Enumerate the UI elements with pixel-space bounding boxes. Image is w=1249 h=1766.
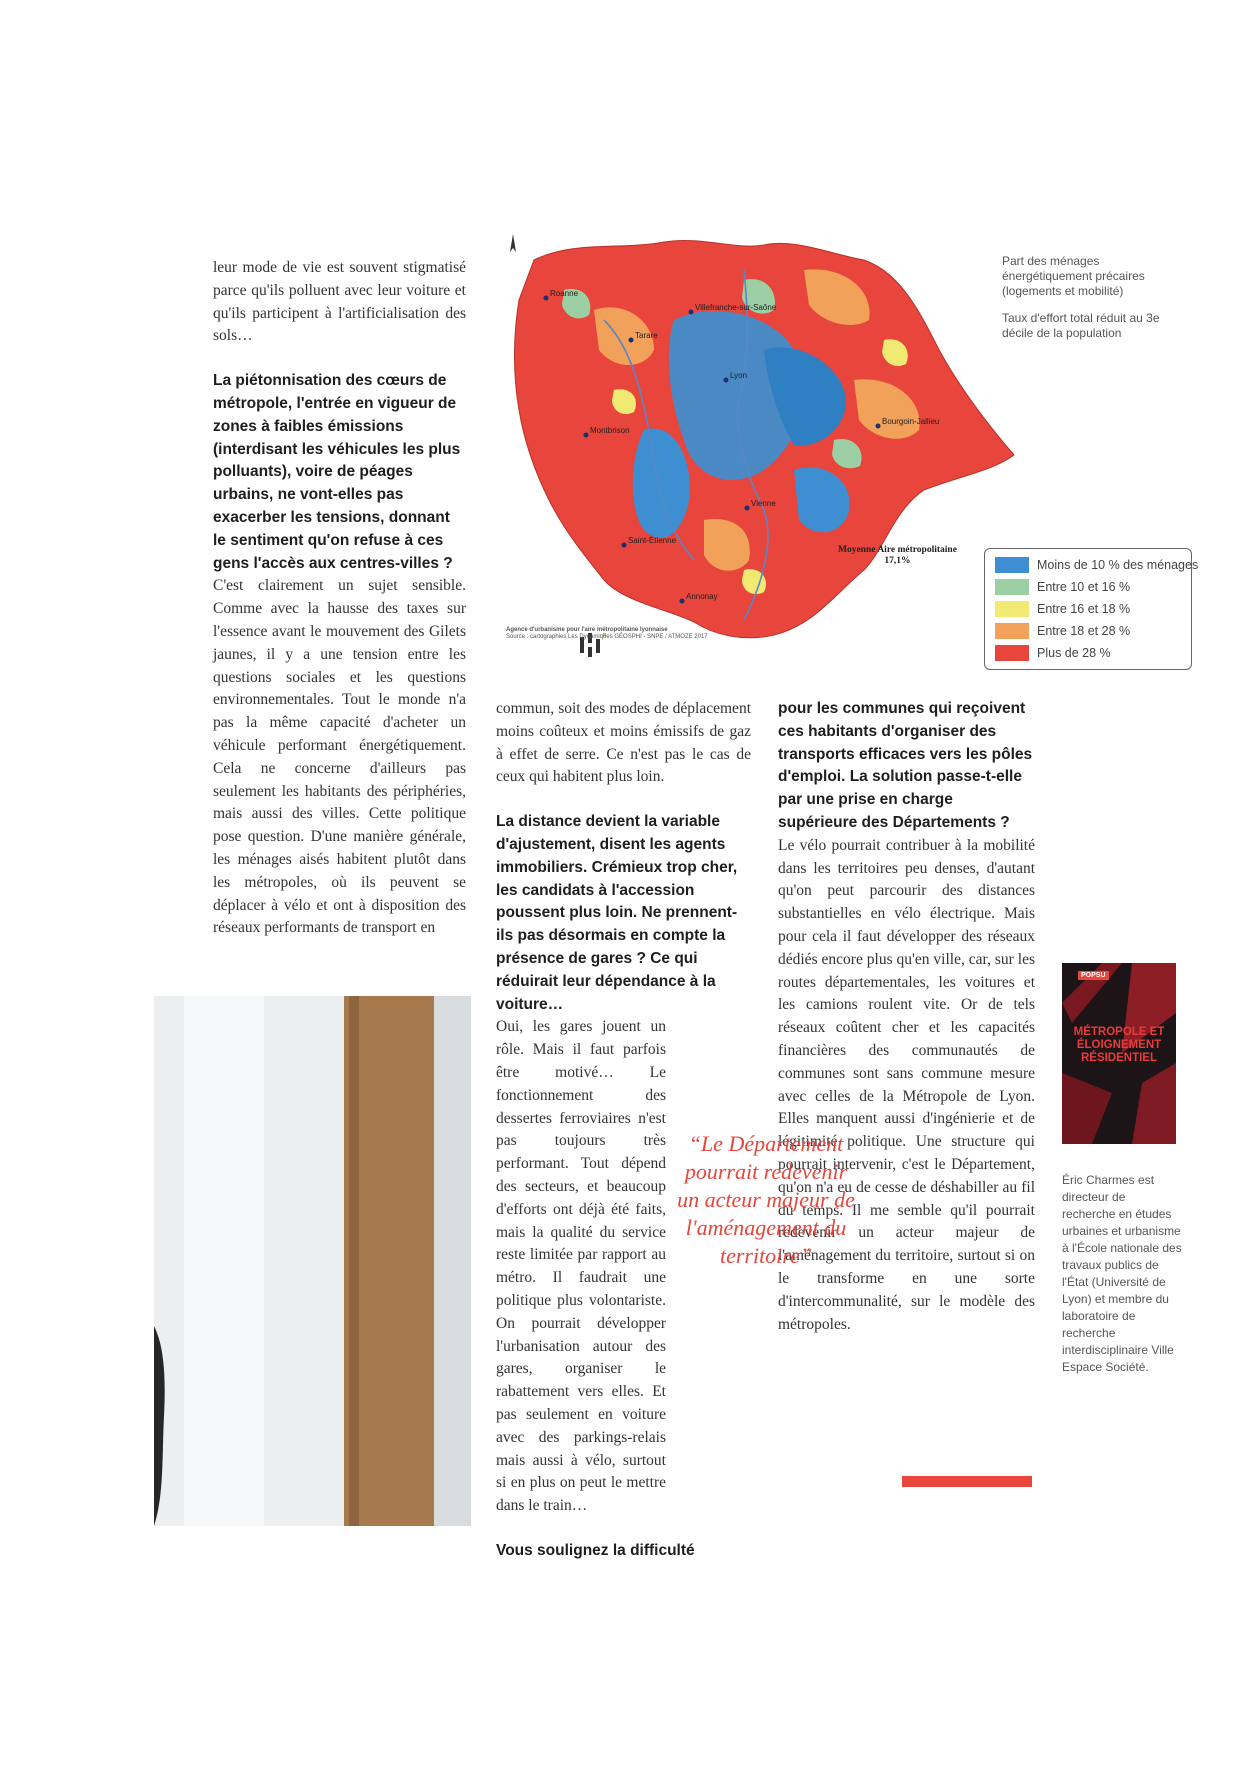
legend-label: Entre 18 et 28 % (1037, 624, 1131, 638)
map-place-label: Bourgoin-Jallieu (882, 417, 940, 426)
legend-item (995, 579, 1130, 595)
legend-swatch (995, 645, 1029, 661)
legend-label: Entre 16 et 18 % (1037, 602, 1131, 616)
map-place-label: Roanne (550, 289, 579, 298)
credit-agency: Agence d'urbanisme pour l'aire métropolitaine lyonnaise (506, 627, 668, 633)
book-title: MÉTROPOLE ET ÉLOIGNEMENT RÉSIDENTIEL (1073, 1026, 1165, 1064)
map-place-label: Vienne (751, 499, 776, 508)
credit-source: Source : cartographies Les Dynamiques GÉOSPHI - SNPE / ATMOZE 2017 (506, 634, 708, 640)
end-mark (902, 1476, 1032, 1487)
map-place-label: Villefranche-sur-Saône (695, 303, 777, 312)
map-place-label: Saint-Étienne (628, 536, 677, 545)
interview-question: La piétonnisation des cœurs de métropole, l'entrée en vigueur de zones à faibles émissions (interdisant les véhicules les plus polluants), voire de péages urbains, ne vont-elles pas exacerber les tensions, donnant le sentiment qu'on refuse à ces gens l'accès aux centres-villes ? (213, 372, 461, 572)
legend-swatch (995, 557, 1029, 573)
legend-item (995, 623, 1130, 639)
legend-item (995, 645, 1111, 661)
book-publisher-logo: POPSU (1078, 971, 1109, 980)
legend-label: Entre 10 et 16 % (1037, 580, 1131, 594)
paragraph: leur mode de vie est souvent stigmatisé parce qu'ils polluent avec leur voiture et qu'ils participent à l'artificialisation des sols… (213, 259, 466, 345)
map-credit (506, 627, 736, 641)
book-cover (1062, 963, 1176, 1144)
interview-question: pour les communes qui reçoivent ces habitants d'organiser des transports efficaces vers les pôles d'emploi. La solution passe-t-elle par une prise en charge supérieure des Départements ? (778, 700, 1033, 831)
map-place-label: Lyon (730, 371, 748, 380)
legend-label: Plus de 28 % (1037, 646, 1111, 660)
paragraph: Oui, les gares jouent un rôle. Mais il faut parfois être motivé… Le fonctionnement des dessertes ferroviaires n'est pas toujours très performant. Tout dépend des secteurs, et beaucoup d'efforts ont déjà été faits, mais la qualité du service reste limitée par rapport au métro. Il faudrait une politique plus volontariste. On pourrait développer l'urbanisation autour des gares, organiser le rabattement vers elles. Et pas seulement en voiture avec des parkings-relais mais aussi à vélo, surtout si en plus on peut le mettre dans le train… (496, 1018, 666, 1515)
average-label-line: Moyenne Aire métropolitaine (838, 545, 957, 555)
compass-icon (510, 234, 516, 252)
text-column-1 (213, 257, 466, 940)
map-subtitle: Taux d'effort total réduit au 3e décile de la population (1002, 311, 1160, 340)
author-photo (154, 996, 471, 1526)
interview-question: Vous soulignez la difficulté (496, 1541, 695, 1559)
paragraph: Le vélo pourrait contribuer à la mobilité dans les territoires peu denses, d'autant qu'on peut parcourir des distances substantielles en vélo électrique. Mais pour cela il faut développer des réseaux dédiés encore plus qu'en ville, car, sur les routes départementales, les voitures et les camions roulent vite. Or de tels réseaux coûtent cher et les capacités financières des communautés de communes sont sans commune mesure avec celles de la Métropole de Lyon. Elles manquent aussi d'ingénierie et de légitimité politique. Une structure qui pourrait intervenir, c'est le Département, qu'on n'a eu de cesse de déshabiller au fil du temps. Il me semble qu'il pourrait redevenir un acteur majeur de l'aménagement du territoire, surtout si on le transforme en une sorte d'intercommunalité, sur le modèle des métropoles. (778, 836, 1035, 1333)
paragraph: commun, soit des modes de déplacement moins coûteux et moins émissifs de gaz à effet de serre. Ce n'est pas le cas de ceux qui habitent plus loin. (496, 700, 751, 786)
map-title: Part des ménages énergétiquement précaires (logements et mobilité) (1002, 254, 1145, 298)
map-place-label: Tarare (635, 331, 658, 340)
average-label-value: 17,1% (884, 556, 911, 566)
map-legend (984, 548, 1199, 670)
map-place-label: Annonay (686, 592, 718, 601)
author-bio: Éric Charmes est directeur de recherche en études urbaines et urbanisme à l'École nationale des travaux publics de l'État (Université de Lyon) et membre du laboratoire de recherche interdisciplinaire Ville Espace Société. (1062, 1173, 1182, 1374)
legend-swatch (995, 579, 1029, 595)
precarity-map (494, 230, 1034, 665)
map-average-label (838, 545, 957, 567)
pull-quote: “Le Département pourrait redevenir un acteur majeur de l'aménagement du territoire” (677, 1131, 855, 1268)
interview-question: La distance devient la variable d'ajustement, disent les agents immobiliers. Crémieux trop cher, les candidats à l'accession poussent plus loin. Ne prennent-ils pas désormais en compte la présence de gares ? Ce qui réduirait leur dépendance à la voiture… (496, 813, 738, 1013)
legend-swatch (995, 623, 1029, 639)
paragraph: C'est clairement un sujet sensible. Comme avec la hausse des taxes sur l'essence avant le mouvement des Gilets jaunes, il y a une tension entre les questions sociales et les questions environnementales. Tout le monde n'a pas la même capacité d'acheter un véhicule performant énergétiquement. Cela ne concerne d'ailleurs pas seulement les habitants des périphéries, mais aussi des villes. Cette politique pose question. D'une manière générale, les ménages aisés habitent plutôt dans les métropoles, où ils peuvent se déplacer à vélo et ont à disposition des réseaux performants de transport en (213, 577, 466, 937)
photo-image (154, 996, 471, 1526)
map-place-label: Montbrison (590, 426, 630, 435)
legend-item (995, 601, 1130, 617)
legend-swatch (995, 601, 1029, 617)
legend-label: Moins de 10 % des ménages (1037, 558, 1199, 572)
legend-item (995, 557, 1198, 573)
